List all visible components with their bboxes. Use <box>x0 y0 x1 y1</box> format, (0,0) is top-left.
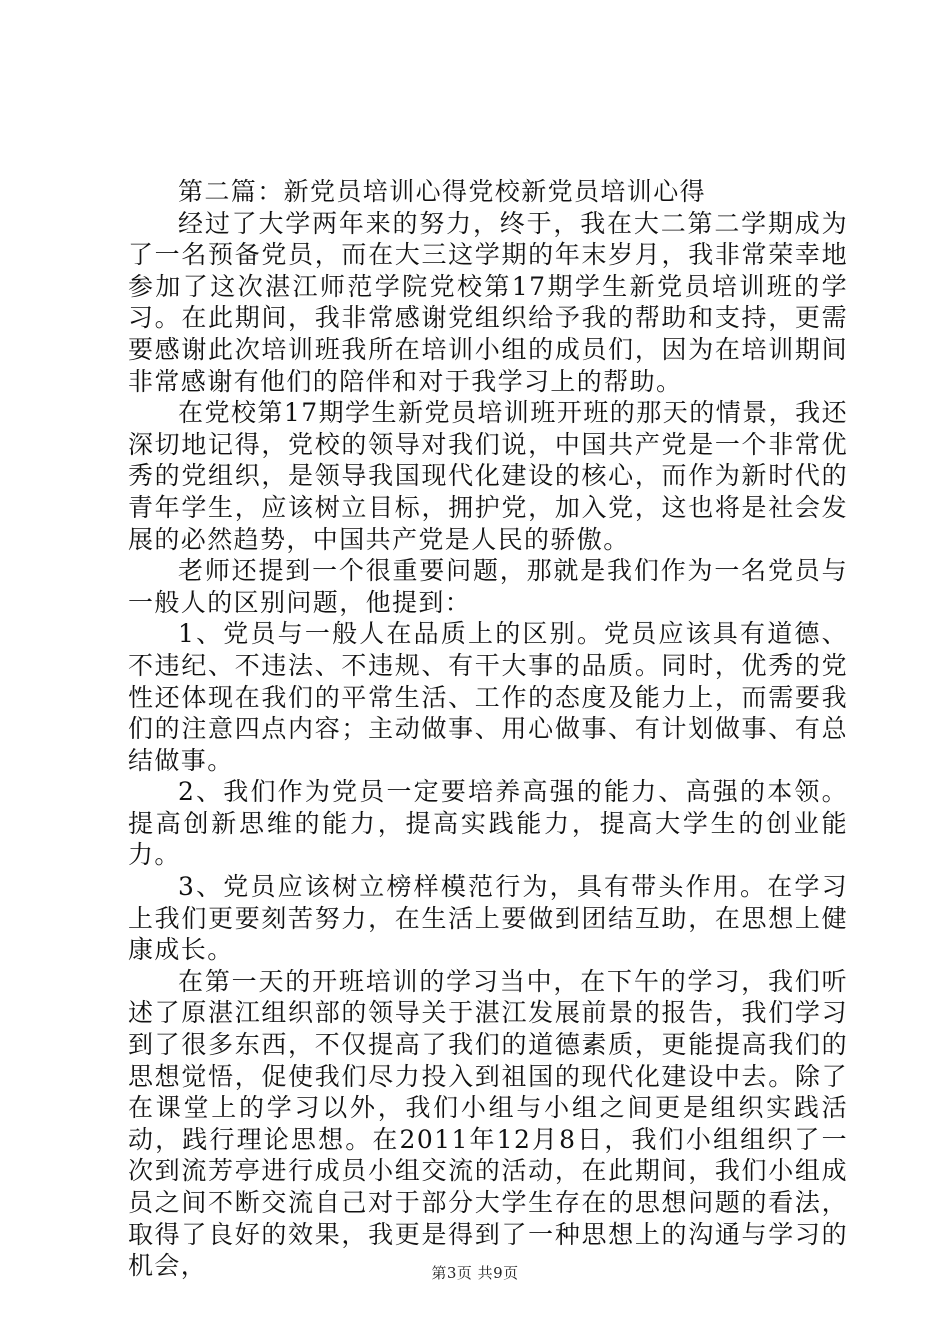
list-item-3: 3、党员应该树立榜样模范行为，具有带头作用。在学习上我们更要刻苦努力，在生活上要做到团结互助，在思想上健康成长。 <box>128 872 848 965</box>
paragraph-4: 在第一天的开班培训的学习当中，在下午的学习，我们听述了原湛江组织部的领导关于湛江发展前景的报告，我们学习到了很多东西，不仅提高了我们的道德素质，更能提高我们的思想觉悟，促使我们尽力投入到祖国的现代化建设中去。除了在课堂上的学习以外，我们小组与小组之间更是组织实践活动，践行理论思想。在2011年12月8日，我们小组组织了一次到流芳亭进行成员小组交流的活动，在此期间，我们小组成员之间不断交流自己对于部分大学生存在的思想问题的看法，取得了良好的效果，我更是得到了一种思想上的沟通与学习的机会， <box>128 966 848 1281</box>
document-body <box>128 176 848 1282</box>
paragraph-1: 经过了大学两年来的努力，终于，我在大二第二学期成为了一名预备党员，而在大三这学期的年末岁月，我非常荣幸地参加了这次湛江师范学院党校第17期学生新党员培训班的学习。在此期间，我非常感谢党组织给予我的帮助和支持，更需要感谢此次培训班我所在培训小组的成员们，因为在培训期间非常感谢有他们的陪伴和对于我学习上的帮助。 <box>128 208 848 396</box>
list-item-1: 1、党员与一般人在品质上的区别。党员应该具有道德、不违纪、不违法、不违规、有干大事的品质。同时，优秀的党性还体现在我们的平常生活、工作的态度及能力上，而需要我们的注意四点内容；主动做事、用心做事、有计划做事、有总结做事。 <box>128 619 848 775</box>
paragraph-3: 老师还提到一个很重要问题，那就是我们作为一名党员与一般人的区别问题，他提到： <box>128 556 848 617</box>
list-item-2: 2、我们作为党员一定要培养高强的能力、高强的本领。提高创新思维的能力，提高实践能力，提高大学生的创业能力。 <box>128 777 848 870</box>
document-title: 第二篇：新党员培训心得党校新党员培训心得 <box>178 177 707 206</box>
paragraph-2: 在党校第17期学生新党员培训班开班的那天的情景，我还深切地记得，党校的领导对我们说，中国共产党是一个非常优秀的党组织，是领导我国现代化建设的核心，而作为新时代的青年学生，应该树立目标，拥护党，加入党，这也将是社会发展的必然趋势，中国共产党是人民的骄傲。 <box>128 398 848 554</box>
page-number-footer: 第3页 共9页 <box>431 1264 519 1282</box>
